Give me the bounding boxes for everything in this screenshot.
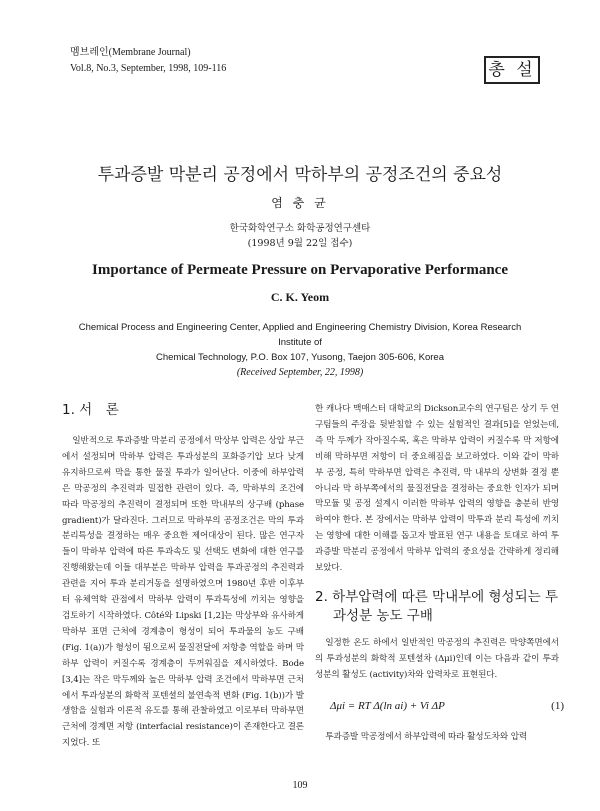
journal-name: 멤브레인(Membrane Journal) <box>70 47 191 58</box>
affiliation-korean <box>0 221 600 251</box>
equation-1 <box>330 700 570 712</box>
right-column <box>315 402 559 577</box>
section-2-heading-line-2: 과성분 농도 구배 <box>333 608 433 624</box>
section-2-heading <box>315 588 565 626</box>
received-date-english: (Received September, 22, 1998) <box>236 367 364 378</box>
equation-1-number: (1) <box>551 700 564 712</box>
affiliation-english-line-2: Chemical Technology, P.O. Box 107, Yusong, Taejon 305-606, Korea <box>155 352 444 363</box>
equation-1-body: Δμi = RT Δ(ln ai) + Vi ΔP <box>330 700 445 712</box>
affiliation-english-line-1: Chemical Process and Engineering Center, Applied and Engineering Chemistry Division, Korea Research Institute of <box>78 322 522 348</box>
left-column <box>62 434 304 752</box>
journal-info <box>70 45 226 77</box>
page-number: 109 <box>292 780 308 791</box>
right-paragraph-2: 일정한 온도 하에서 일반적인 막공정의 추진력은 막양쪽면에서의 투과성분의 화학적 포텐셜차 (Δμi)인데 이는 다음과 같이 투과성분의 활성도 (activity)차와 압력차로 표현된다. <box>315 638 559 680</box>
affiliation-english <box>62 320 538 380</box>
author-korean: 염 충 균 <box>271 196 329 210</box>
right-paragraph-1: 한 캐나다 맥매스터 대학교의 Dickson교수의 연구팀은 상기 두 연구팀들의 주장을 뒷받침할 수 있는 실험적인 결과[5]을 얻었는데, 즉 막 두께가 작아질수록, 혹은 막하부 압력이 커질수록 막 저항에 비해 막하부면 저항이 더 중요해짐을 보고하였다. 이와 같이 막하부 공정, 특히 막하부면 압력은 추진력, 막 내부의 상변화 결정 뿐 아니라 막 하부쪽에서의 물질전달을 결정하는 중요한 인자가 되며 막모듈 및 공정 설계시 이러한 막하부 압력의 영향을 충분히 반영하여야 한다. 본 장에서는 막하부 압력이 막투과 분리 특성에 끼치는 영향에 대한 이해를 돕고자 발표된 연구 내용을 토대로 하여 투과증발 막분리 공정에서 막하부 압력의 중요성을 간략하게 정리해 보았다. <box>315 404 559 574</box>
right-paragraph-2-block <box>315 636 559 684</box>
received-date-korean: (1998년 9월 22일 접수) <box>247 238 353 249</box>
section-1-paragraph: 일반적으로 투과증발 막분리 공정에서 막상부 압력은 상압 부근에서 설정되며 막하부 압력은 투과성분의 포화증기압 보다 낮게 유지하므로써 막을 통한 물질 투과가 일어난다. 이중에 하부압력은 막공정의 추진력과 밀접한 관련이 있다. 즉, 막하부의 조건에 따라 막공정의 추진력이 결정되며 또한 막내부의 상구배 (phase gradient)가 달라진다. 그러므로 막하부의 공정조건은 막의 투과 분리특성을 결정하는 매우 중요한 제어대상이 된다. 많은 연구자들이 막하부 압력에 따른 투과속도 및 선택도 변화에 대한 연구를 진행해왔는데 이들 대부분은 막하부 압력을 투과공정의 추진력과 관련을 지어 투과 분리거동을 설명하였으며 1980년 후반 이후부터 유체역학 관점에서 막하부 압력이 투과특성에 끼치는 영향을 검토하기 시작하였다. Côté와 Lipski [1,2]는 막상부와 유사하게 막하부 표면 근처에 경계층이 형성이 되어 투과물의 농도 구배 (Fig. 1(a))가 형성이 됨으로써 물질전달에 저항층 역할을 하며 막하부 압력이 커질수록 경계층이 두꺼워짐을 제시하였다. Bode [3,4]는 작은 막두께와 높은 막하부 압력 조건에서 막하부면 근처에서 투과성분의 화학적 포텐셜의 불연속적 변화 (Fig. 1(b))가 발생함을 실험과 이론적 유도를 통해 관찰하였고 이로부터 막하부면 근처에 경계면 저항 (interfacial resistance)이 존재한다고 결론지었다. 또 <box>62 436 304 749</box>
section-1-heading: 1. 서 론 <box>62 402 119 418</box>
right-paragraph-3: 투과증발 막공정에서 하부압력에 따라 활성도차와 압력 <box>325 732 528 742</box>
right-paragraph-3-block <box>315 730 559 746</box>
review-badge: 총 설 <box>484 56 540 84</box>
affiliation-korean-name: 한국화학연구소 화학공정연구센타 <box>229 223 371 234</box>
author-english: C. K. Yeom <box>270 290 330 304</box>
section-2-heading-line-1: 2. 하부압력에 따른 막내부에 형성되는 투 <box>315 589 558 605</box>
title-english: Importance of Permeate Pressure on Pervaporative Performance <box>92 262 508 278</box>
journal-volume: Vol.8, No.3, September, 1998, 109-116 <box>70 63 227 74</box>
title-korean: 투과증발 막분리 공정에서 막하부의 공정조건의 중요성 <box>97 165 503 185</box>
